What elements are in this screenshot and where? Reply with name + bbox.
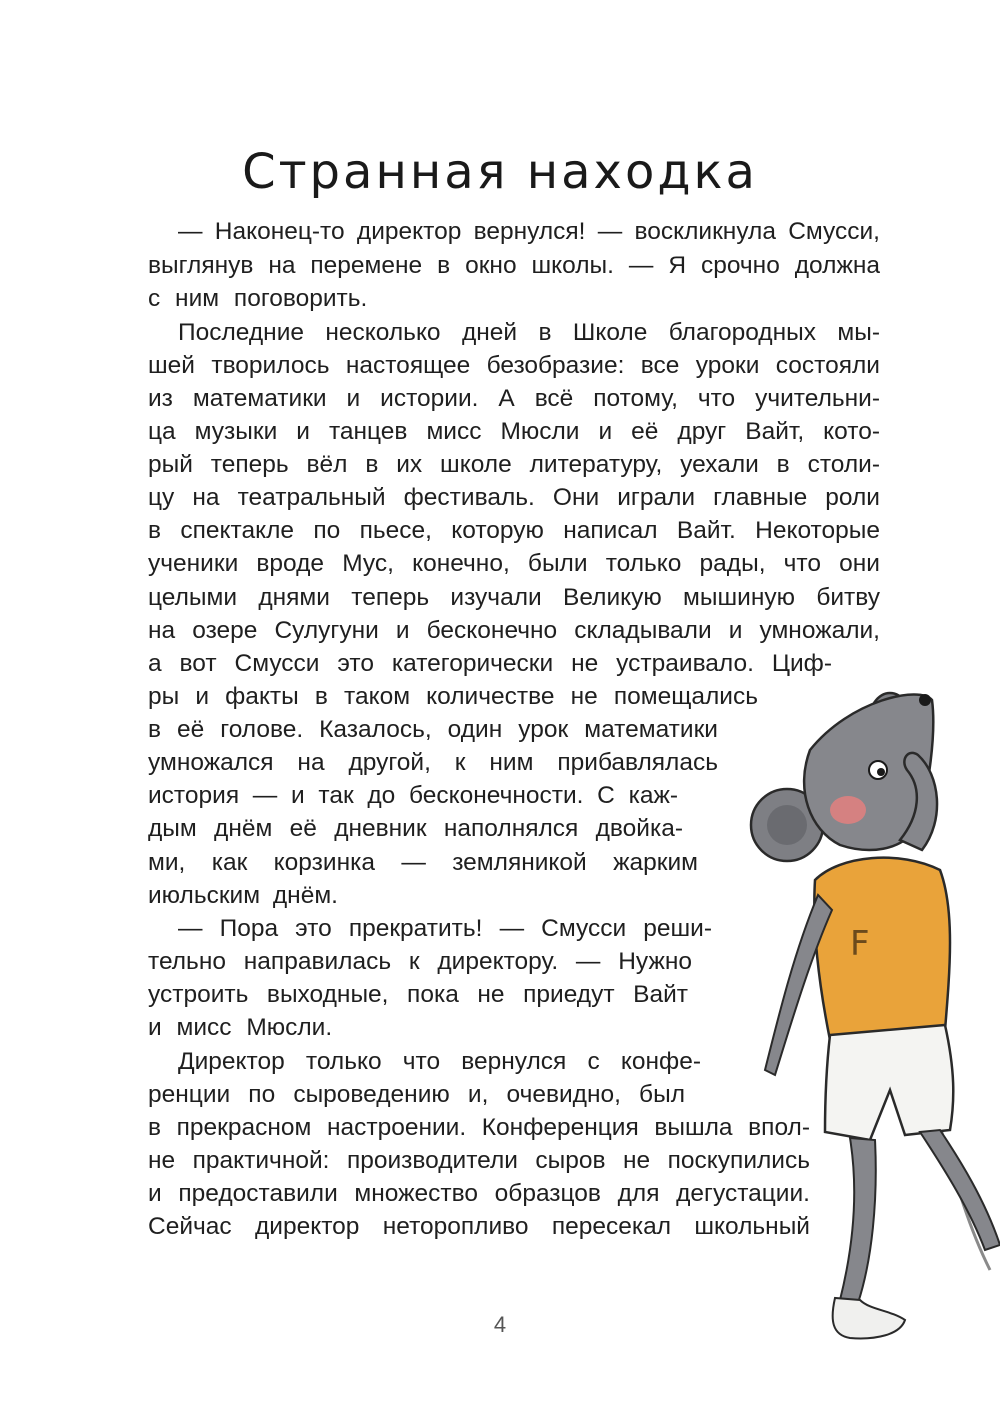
mouse-cheek	[830, 796, 866, 824]
text-line: в её голове. Казалось, один урок математики	[148, 716, 718, 743]
text-line: — Наконец-то директор вернулся! — воскликнула Смусси,	[178, 218, 880, 245]
text-line: и мисс Мюсли.	[148, 1014, 333, 1041]
text-line: история — и так до бесконечности. С каж-	[148, 782, 678, 809]
text-line: не практичной: производители сыров не поскупились	[148, 1147, 810, 1174]
mouse-illustration	[700, 670, 1000, 1360]
text-line: дым днём её дневник наполнялся двойка-	[148, 815, 683, 842]
mouse-nose	[919, 694, 931, 706]
text-line: на озере Сулугуни и бесконечно складывали и умножали,	[148, 617, 880, 644]
text-line: Директор только что вернулся с конфе-	[178, 1048, 701, 1075]
text-line: в прекрасном настроении. Конференция вышла впол-	[148, 1114, 810, 1141]
text-line: выглянув на перемене в окно школы. — Я срочно должна	[148, 252, 880, 279]
text-line: а вот Смусси это категорически не устраивало. Циф-	[148, 650, 832, 677]
text-line: ученики вроде Мус, конечно, были только рады, что они	[148, 550, 880, 577]
text-line: Сейчас директор неторопливо пересекал школьный	[148, 1213, 810, 1240]
shirt-letter: F	[850, 924, 870, 964]
mouse-shorts	[825, 1025, 953, 1140]
text-line: рый теперь вёл в их школе литературу, уехали в столи-	[148, 451, 880, 478]
text-line: из математики и истории. А всё потому, что учительни-	[148, 385, 880, 412]
page-number: 4	[493, 1312, 507, 1337]
text-line: ца музыки и танцев мисс Мюсли и её друг Вайт, кото-	[148, 418, 880, 445]
text-line: ренции по сыроведению и, очевидно, был	[148, 1081, 685, 1108]
text-line: с ним поговорить.	[148, 285, 368, 312]
text-line: Последние несколько дней в Школе благородных мы-	[178, 319, 880, 346]
text-line: и предоставили множество образцов для дегустации.	[148, 1180, 810, 1207]
text-line: целыми днями теперь изучали Великую мышиную битву	[148, 584, 880, 611]
text-line: шей творилось настоящее безобразие: все уроки состояли	[148, 352, 880, 379]
chapter-title: Странная находка	[242, 144, 758, 201]
text-line: устроить выходные, пока не приедут Вайт	[148, 981, 688, 1008]
text-line: июльским днём.	[148, 882, 338, 909]
mouse-pupil	[877, 768, 885, 776]
mouse-leg-left	[840, 1138, 876, 1303]
text-line: — Пора это прекратить! — Смусси реши-	[178, 915, 712, 942]
text-line: ры и факты в таком количестве не помещались	[148, 683, 758, 710]
mouse-leg-right	[920, 1130, 1000, 1250]
text-line: тельно направилась к директору. — Нужно	[148, 948, 692, 975]
text-line: в спектакле по пьесе, которую написал Вайт. Некоторые	[148, 517, 880, 544]
mouse-ear-left-inner	[767, 805, 807, 845]
text-line: ми, как корзинка — земляникой жарким	[148, 849, 698, 876]
text-line: цу на театральный фестиваль. Они играли главные роли	[148, 484, 880, 511]
text-line: умножался на другой, к ним прибавлялась	[148, 749, 718, 776]
mouse-shirt	[814, 858, 950, 1040]
